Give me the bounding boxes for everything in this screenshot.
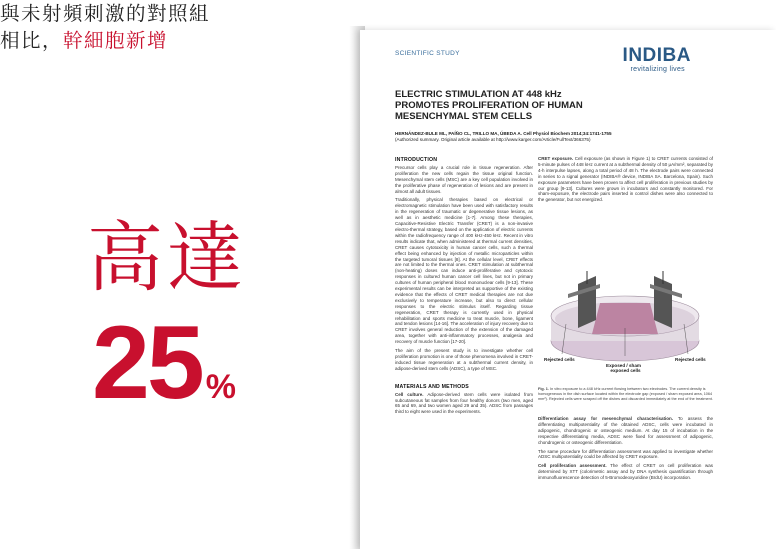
title-line: MESENCHYMAL STEM CELLS — [395, 111, 533, 122]
figure-1 — [538, 246, 713, 386]
logo-wordmark: INDIBA — [622, 45, 691, 66]
promo-line-2-red: 幹細胞新增 — [63, 29, 169, 52]
promo-line-2-black: 相比， — [0, 29, 64, 52]
section-label: SCIENTIFIC STUDY — [395, 50, 460, 57]
fig-label-center-1: Exposed / sham — [606, 363, 641, 368]
article-authors — [395, 131, 725, 143]
article-title — [395, 89, 695, 122]
cret-text: Cell exposure (as shown in Figure 1) to CRET currents consisted of 5-minute pulses of 448 kHz current at a subthermal density of 50 μA/mm², separated by 4-h interpulse lapses, along a total period of 48 h. The electrode pairs were connected in series to a signal generator (INDIBA® device, INDIBA SA. Barcelona, Spain). Such exposure parameters have been proven to affect cell proliferation in previous studies by our group [9-13]. Cultures were grown in incubators and constantly monitored. For sham-exposure, the electrode pairs inserted in control dishes were also connected to the generator, but not energized. — [538, 156, 713, 203]
title-line: ELECTRIC STIMULATION AT 448 kHz — [395, 89, 562, 100]
caption-text: In vitro exposure to a 448 kHz current flowing between two electrodes. The current density is homogeneous in the dish surface located within the electrode gap (exposed / sham exposed area, 1064 mm²). Rejected cells were scraped off the dishes and discarded immediately at the end of the treatment. — [538, 387, 713, 401]
paper-page — [360, 30, 776, 549]
fig-label-center — [606, 363, 641, 373]
fig-label-left: Rejected cells — [544, 357, 575, 362]
column-right-bottom — [538, 416, 713, 484]
promo-line-2 — [0, 27, 225, 54]
prolif-text: The effect of CRET on cell proliferation was determined by XTT (colorimetric assay and by DNA synthesis quantification through immunofluorescence detection of 5-Bromodeoxyuridine (BrdU) incorporation. — [538, 463, 713, 481]
logo-tagline: revitalizing lives — [630, 66, 685, 73]
figure-caption — [538, 387, 713, 402]
diff-text: To assess the differentiating multipotentiality of the obtained ADSC, cells were incubated in adipogenic, chondrogenic or osteogenic medium. At day 15 of incubation in the respective differentiating media, ADSC were fixed for assessment of adipogenic, chondrogenic or osteogenic differentiation. — [538, 416, 714, 445]
column-left — [395, 156, 533, 418]
diff-lead: Differentiation assay for mesenchymal characterisation. — [538, 416, 673, 421]
diff-paragraph-2: The same procedure for differentiation assessment was applied to investigate whether ADSC multipotentiality could be affected by CRET exposure. — [538, 448, 713, 460]
promo-line-1: 與未射頻刺激的對照組 — [0, 2, 211, 25]
intro-paragraph: Traditionally, physical therapies based on electrical or electromagnetic stimulation have been used with satisfactory results in the regeneration of traumatic or degenerative tissue lesions, as well as in aesthetic medicine [1-7]. Among these therapies, Capacitive-Resistive Electric Transfer (CRET) is a non-invasive electro-thermal strategy, based on the application of electric currents within the radiofrequency range of 400 kHz-450 kHz. Recent in vitro results indicate that, when administered at thermal current densities, CRET causes cytotoxicity in human cancer cells, such a thermal effect being enhanced by injection of metallic microparticles within the targeted tumoral tissues [8]. At the cellular level, CRET effects are not limited to the thermal ones. CRET stimulation at subthermal (non-heating) doses can induce anti-proliferative and cytotoxic responses in cultured human cancer cell lines, but not in primary cultures of human peripheral blood mononuclear cells [9-13]. These experimental results can be interpreted as supportive of the existing evidence that the effects of CRET medical therapies are not due exclusively to temperature increase, but also to direct cellular responses to the electric stimulus itself. Regarding tissue regeneration, CRET therapy is currently used in physical rehabilitation and sports medicine to treat muscle, bone, ligament and tendon lesions [14-16]. The acceleration of injury recovery due to CRET involves general reduction of the extension of the damaged area, together with anti-inflammatory processes, analgesia and recovery of muscle function [17-20]. — [395, 197, 534, 345]
methods-paragraph — [395, 392, 533, 416]
prolif-lead: Cell proliferation assessment. — [538, 463, 607, 469]
diff-paragraph — [538, 416, 713, 446]
fig-label-right: Rejected cells — [675, 357, 706, 362]
intro-heading: INTRODUCTION — [395, 157, 438, 163]
promo-number: 25 — [92, 305, 202, 421]
authors-note: (Authorized summary. Original article available at http://www.karger.com/Article/FullText/366375) — [395, 137, 591, 142]
indiba-logo — [623, 46, 691, 73]
title-line: PROMOTES PROLIFERATION OF HUMAN — [395, 100, 583, 111]
fig-label-center-2: exposed cells — [610, 368, 641, 373]
cret-paragraph — [538, 156, 713, 203]
intro-paragraph: The aim of the present study is to investigate whether cell proliferation promotion is one of those phenomena involved in CRET-induced tissue regeneration at a subthermal current density, in adipose-derived stem cells (ADSC), a type of MSC. — [395, 348, 533, 371]
authors-citation: HERNÁNDEZ-BULE ML, PAÍÑO CL, TRILLO MA, ÚBEDA A. Cell Physiol Biochem 2014;34:1741-1755 — [395, 131, 612, 136]
promo-big-chinese: 高達 — [87, 213, 247, 302]
column-right-top — [538, 156, 713, 206]
intro-paragraph: Precursor cells play a crucial role in tissue regeneration. After proliferation the new cells regain the tissue original function. Mesenchymal stem cells (MSC) are a key cell population involved in the proliferative phase of regeneration of lesions and are present in almost all adult tissues. — [395, 164, 533, 194]
prolif-paragraph — [538, 463, 713, 481]
promo-big-number — [92, 305, 236, 442]
caption-lead: Fig. 1. — [538, 387, 549, 391]
methods-heading: MATERIALS AND METHODS — [395, 383, 469, 390]
cret-lead: CRET exposure. — [538, 156, 574, 161]
methods-lead: Cell culture. — [395, 391, 424, 397]
methods-text: Adipose-derived stem cells were isolated from subcutaneous fat samples from four healthy donors (two men, aged 65 and 69, and two women aged 29 and 35). ADSC from passages third to eight were used in the experiments. — [395, 391, 533, 415]
promo-percent: % — [205, 368, 236, 406]
promo-headline — [0, 0, 225, 54]
